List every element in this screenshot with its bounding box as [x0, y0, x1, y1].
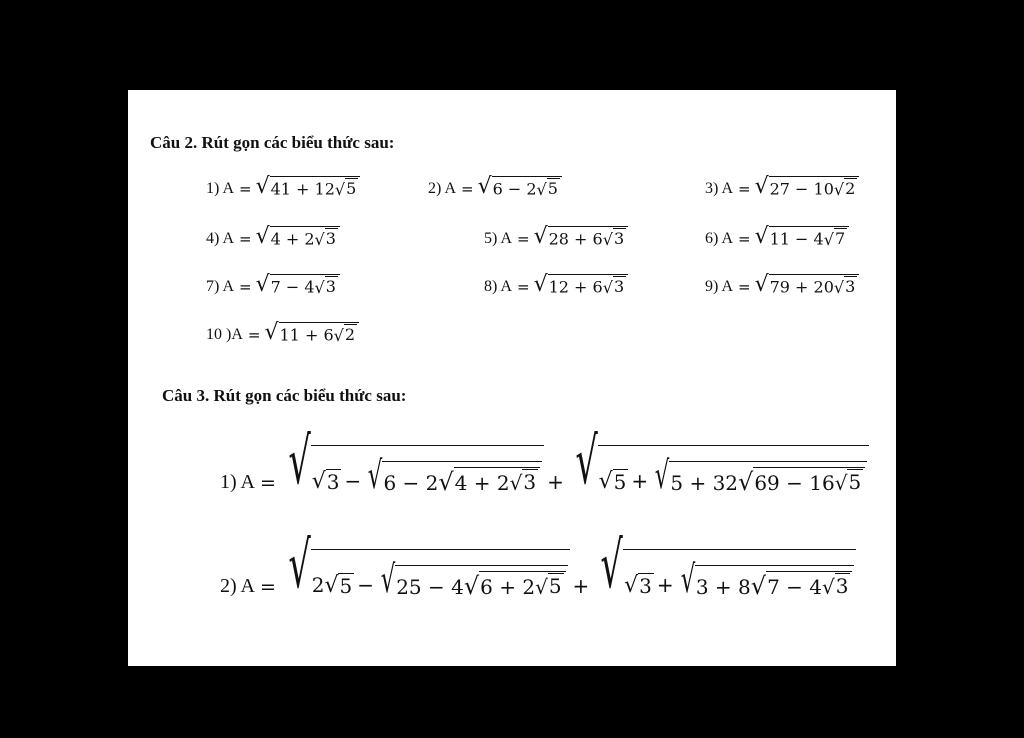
inner-radicand: 3 — [613, 229, 625, 248]
sqrt-sign: √ — [754, 174, 769, 200]
radicand: 7 − 4 — [767, 575, 822, 599]
radicand: 25 − 4 — [396, 575, 464, 599]
sqrt-sign: √ — [311, 469, 326, 494]
radicand: 5 — [848, 470, 862, 494]
expression-label: 2) A — [220, 575, 255, 597]
sqrt-sign: √ — [288, 425, 311, 499]
inner-radicand: 3 — [325, 229, 336, 248]
sqrt-sign: √ — [833, 277, 845, 297]
sqrt-sign: √ — [834, 471, 848, 495]
cau2-item-6 — [705, 226, 849, 248]
radicand: 27 − 10 — [769, 179, 834, 199]
minus-sign: − — [344, 469, 362, 493]
inner-radicand: 3 — [845, 277, 856, 296]
radicand: 11 + 6 — [279, 325, 334, 345]
radicand: 4 + 2 — [454, 471, 510, 495]
cau2-item-10 — [206, 322, 359, 344]
inner-radicand: 5 — [547, 179, 558, 198]
sqrt-sign: √ — [754, 272, 769, 298]
sqrt-sign: √ — [624, 573, 639, 598]
radicand: 3 — [523, 470, 537, 494]
sqrt-sign: √ — [509, 471, 523, 495]
inner-radicand: 7 — [834, 229, 846, 248]
equals-sign: = — [239, 278, 252, 297]
sqrt-sign: √ — [314, 229, 325, 249]
item-label: 8) A — [484, 278, 512, 296]
item-label: 6) A — [705, 230, 733, 248]
sqrt-sign: √ — [288, 529, 311, 603]
equals-sign: = — [247, 326, 261, 345]
sqrt-sign: √ — [463, 572, 480, 600]
cau2-heading: Câu 2. Rút gọn các biểu thức sau: — [150, 133, 395, 152]
sqrt-sign: √ — [533, 272, 548, 298]
sqrt-sign: √ — [575, 425, 598, 499]
inner-radicand: 2 — [845, 179, 856, 198]
sqrt-sign: √ — [602, 229, 613, 249]
radicand: 12 + 6 — [548, 277, 603, 297]
cau2-item-4 — [206, 226, 340, 248]
equals-sign: = — [239, 180, 252, 199]
cau2-item-7 — [206, 274, 340, 296]
item-label: 5) A — [484, 230, 512, 248]
sqrt-sign: √ — [438, 468, 454, 496]
sqrt-sign: √ — [333, 325, 344, 345]
radicand: 5 + 32 — [670, 471, 739, 495]
sqrt-sign: √ — [314, 277, 325, 297]
equals-sign: = — [517, 230, 530, 249]
sqrt-sign: √ — [367, 453, 383, 497]
sqrt-sign: √ — [334, 179, 346, 199]
cau2-item-1 — [206, 176, 360, 198]
inner-radicand: 2 — [344, 325, 356, 344]
radicand: 11 − 4 — [769, 229, 824, 249]
coefficient: 2 — [311, 573, 325, 597]
worksheet-page — [128, 90, 896, 666]
item-label: 4) A — [206, 230, 234, 248]
item-label: 2) A — [428, 180, 456, 198]
radicand: 3 — [326, 470, 340, 494]
cau2-item-5 — [484, 226, 628, 248]
radicand: 41 + 12 — [270, 179, 335, 199]
equals-sign: = — [260, 472, 276, 494]
item-label: 3) A — [705, 180, 733, 198]
equals-sign: = — [239, 230, 252, 249]
cau3-heading: Câu 3. Rút gọn các biểu thức sau: — [162, 386, 407, 405]
sqrt-sign: √ — [255, 174, 270, 200]
sqrt-sign: √ — [324, 573, 339, 598]
item-label: 7) A — [206, 278, 234, 296]
sqrt-sign: √ — [680, 557, 695, 601]
sqrt-sign: √ — [602, 277, 613, 297]
item-label: 10 )A — [206, 326, 243, 344]
radicand: 6 + 2 — [480, 575, 536, 599]
cau2-item-2 — [428, 176, 562, 198]
minus-sign: − — [357, 573, 374, 597]
radicand: 4 + 2 — [270, 229, 315, 249]
sqrt-sign: √ — [654, 453, 670, 497]
sqrt-sign: √ — [477, 174, 492, 200]
equals-sign: = — [738, 230, 751, 249]
sqrt-sign: √ — [598, 469, 613, 494]
sqrt-sign: √ — [750, 572, 767, 600]
radicand: 69 − 16 — [754, 471, 835, 495]
inner-radicand: 5 — [346, 179, 357, 198]
sqrt-sign: √ — [255, 224, 270, 250]
sqrt-sign: √ — [255, 272, 270, 298]
cau3-expression-2 — [220, 529, 856, 603]
plus-sign: + — [547, 470, 564, 494]
sqrt-sign: √ — [380, 557, 396, 601]
sqrt-sign: √ — [833, 179, 845, 199]
plus-sign: + — [572, 574, 590, 598]
expression-label: 1) A — [220, 471, 255, 493]
sqrt-sign: √ — [754, 224, 769, 250]
radicand: 28 + 6 — [548, 229, 603, 249]
cau2-item-9 — [705, 274, 859, 296]
sqrt-sign: √ — [600, 529, 624, 603]
cau2-item-3 — [705, 176, 859, 198]
equals-sign: = — [738, 278, 751, 297]
radicand: 5 — [613, 470, 627, 494]
radicand: 5 — [548, 574, 562, 598]
radicand: 3 — [639, 574, 652, 598]
sqrt-sign: √ — [536, 179, 547, 199]
item-label: 9) A — [705, 278, 733, 296]
cau2-item-8 — [484, 274, 628, 296]
radicand: 5 — [339, 574, 353, 598]
item-label: 1) A — [206, 180, 234, 198]
radicand: 6 − 2 — [492, 179, 537, 199]
inner-radicand: 3 — [613, 277, 625, 296]
sqrt-sign: √ — [821, 575, 835, 599]
radicand: 7 − 4 — [270, 277, 315, 297]
cau3-expression-1 — [220, 425, 869, 499]
equals-sign: = — [738, 180, 751, 199]
sqrt-sign: √ — [535, 575, 548, 599]
sqrt-sign: √ — [533, 224, 548, 250]
equals-sign: = — [260, 576, 276, 598]
radicand: 79 + 20 — [769, 277, 834, 297]
radicand: 3 — [835, 574, 849, 598]
equals-sign: = — [517, 278, 530, 297]
plus-sign: + — [656, 573, 674, 597]
sqrt-sign: √ — [823, 229, 834, 249]
radicand: 3 + 8 — [695, 575, 751, 599]
radicand: 6 − 2 — [383, 471, 439, 495]
inner-radicand: 3 — [325, 277, 336, 296]
equals-sign: = — [461, 180, 474, 199]
sqrt-sign: √ — [738, 468, 754, 496]
plus-sign: + — [631, 469, 649, 493]
sqrt-sign: √ — [264, 320, 279, 346]
